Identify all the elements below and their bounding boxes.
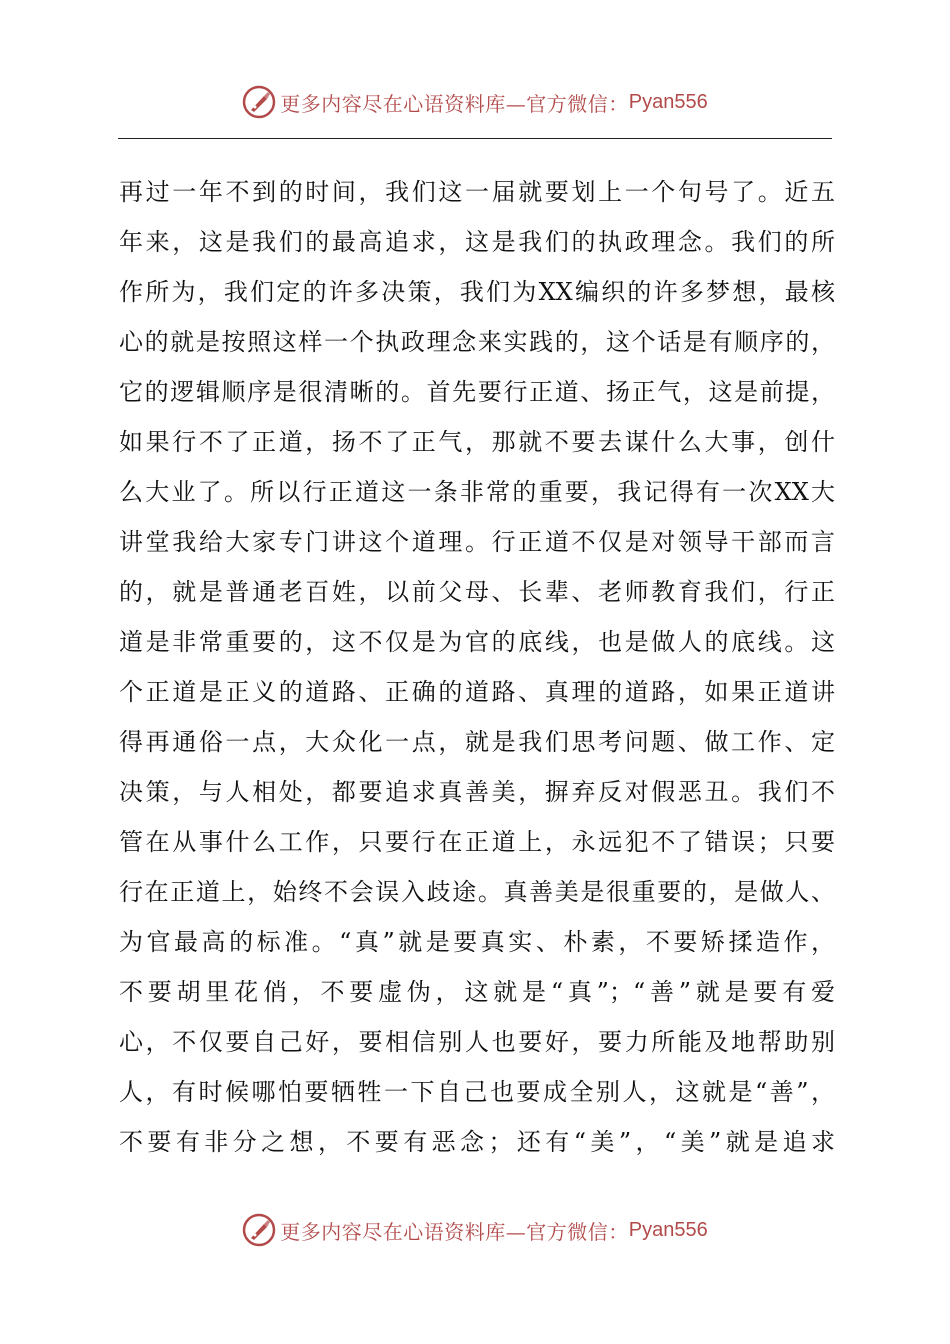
body-line: 为官最高的标准。“真”就是要真实、朴素，不要矫揉造作， [119,928,835,956]
body-line: 人，有时候哪怕要牺牲一下自己也要成全别人，这就是“善”， [119,1078,835,1106]
document-body [119,167,835,1167]
body-line: 讲堂我给大家专门讲这个道理。行正道不仅是对领导干部而言 [119,528,835,556]
body-line: 的，就是普通老百姓，以前父母、长辈、老师教育我们，行正 [119,578,835,606]
header-banner-text: 更多内容尽在心语资料库—官方微信： [280,91,629,116]
body-line: 么大业了。所以行正道这一条非常的重要，我记得有一次XX大 [119,478,835,506]
pen-nib-logo-icon [242,1213,276,1247]
header-divider [118,138,832,139]
body-line: 管在从事什么工作，只要行在正道上，永远犯不了错误；只要 [119,828,835,856]
body-line: 心的就是按照这样一个执政理念来实践的，这个话是有顺序的， [119,328,835,356]
body-line: 不要有非分之想，不要有恶念；还有“美”，“美”就是追求 [119,1128,835,1156]
body-line: 如果行不了正道，扬不了正气，那就不要去谋什么大事，创什 [119,428,835,456]
footer-wechat-handle: Pyan556 [628,1218,708,1241]
body-line: 决策，与人相处，都要追求真善美，摒弃反对假恶丑。我们不 [119,778,835,806]
footer-banner [0,1208,950,1252]
body-line: 年来，这是我们的最高追求，这是我们的执政理念。我们的所 [119,228,835,256]
body-line: 它的逻辑顺序是很清晰的。首先要行正道、扬正气，这是前提， [119,378,835,406]
body-line: 行在正道上，始终不会误入歧途。真善美是很重要的，是做人、 [119,878,835,906]
header-banner [0,80,950,124]
footer-banner-text: 更多内容尽在心语资料库—官方微信： [280,1219,629,1244]
body-line: 个正道是正义的道路、正确的道路、真理的道路，如果正道讲 [119,678,835,706]
header-wechat-handle: Pyan556 [628,90,708,113]
body-line: 道是非常重要的，这不仅是为官的底线，也是做人的底线。这 [119,628,835,656]
pen-nib-logo-icon [242,85,276,119]
body-line: 再过一年不到的时间，我们这一届就要划上一个句号了。近五 [119,178,835,206]
body-line: 得再通俗一点，大众化一点，就是我们思考问题、做工作、定 [119,728,835,756]
body-line: 心，不仅要自己好，要相信别人也要好，要力所能及地帮助别 [119,1028,835,1056]
body-line: 作所为，我们定的许多决策，我们为XX编织的许多梦想，最核 [119,278,835,306]
body-line: 不要胡里花俏，不要虚伪，这就是“真”；“善”就是要有爱 [119,978,835,1006]
